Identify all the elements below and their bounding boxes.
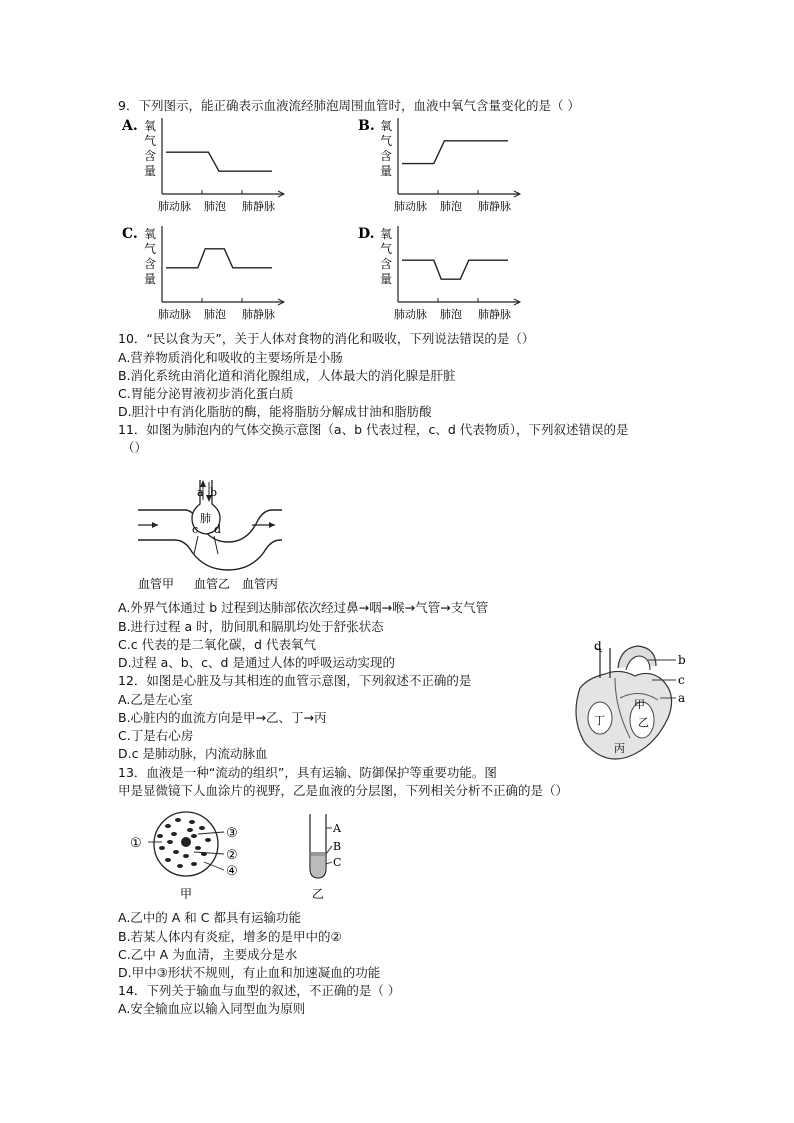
blood-label-2: ② — [226, 848, 238, 863]
q13-option-b: B.若某人体内有炎症，增多的是甲中的② — [118, 929, 342, 944]
tube-label-b: B — [333, 840, 342, 853]
blood-figure — [128, 806, 368, 906]
q12-option-d: D.c 是肺动脉，内流动脉血 — [118, 746, 268, 761]
heart-label-b: b — [678, 653, 686, 667]
y-axis-char: 含 — [144, 149, 157, 163]
q11-option-d: D.过程 a、b、c、d 是通过人体的呼吸运动实现的 — [118, 655, 395, 670]
blood-cell — [177, 864, 183, 868]
blood-cell — [165, 858, 171, 862]
y-axis-char: 氧 — [380, 119, 393, 133]
q10-stem: 10．“民以食为天”，关于人体对食物的消化和吸收，下列说法错误的是（） — [118, 331, 535, 346]
y-axis-char: 氧 — [144, 119, 157, 133]
label-vessel-yi: 血管乙 — [194, 577, 231, 591]
x-tick-label: 肺泡 — [440, 200, 462, 213]
heart-label-yi: 乙 — [638, 716, 649, 729]
caption-yi: 乙 — [312, 887, 325, 901]
oxygen-line — [402, 141, 508, 164]
tube-label-a: A — [333, 822, 341, 835]
y-axis-char: 量 — [380, 164, 393, 178]
label-vessel-jia: 血管甲 — [138, 577, 175, 591]
x-tick-label: 肺动脉 — [158, 308, 191, 321]
blood-cell — [189, 820, 195, 824]
label-a: a — [197, 486, 204, 499]
heart-label-c: c — [678, 673, 685, 687]
q13-option-d: D.甲中③形状不规则，有止血和加速凝血的功能 — [118, 965, 381, 980]
q13-stem: 13．血液是一种“流动的组织”，具有运输、防御保护等重要功能。图 — [118, 765, 497, 780]
heart-label-a: a — [678, 691, 686, 705]
q12-option-b: B.心脏内的血流方向是甲→乙、丁→丙 — [118, 710, 327, 725]
blood-cell — [205, 838, 211, 842]
x-tick-label: 肺泡 — [440, 308, 462, 321]
x-tick-label: 肺静脉 — [242, 200, 275, 213]
blood-label-4: ④ — [226, 864, 238, 879]
y-axis-char: 含 — [380, 149, 393, 163]
caption-jia: 甲 — [180, 887, 193, 901]
q10-option-c: C.胃能分泌胃液初步消化蛋白质 — [118, 386, 294, 401]
alveolus-gas-exchange-figure — [130, 470, 290, 595]
blood-cell — [167, 840, 173, 844]
blood-label-3: ③ — [226, 826, 238, 841]
chart-c — [122, 226, 284, 321]
y-axis-char: 气 — [380, 242, 393, 256]
y-axis-char: 量 — [144, 164, 157, 178]
label-alveolus: 肺 — [200, 512, 211, 525]
q12-option-c: C.丁是右心房 — [118, 728, 194, 743]
q11-option-c: C.c 代表的是二氧化碳，d 代表氧气 — [118, 637, 316, 652]
label-c: c — [192, 523, 199, 536]
oxygen-line — [166, 249, 272, 268]
blood-cell — [171, 832, 177, 836]
q11-stem: 11．如图为肺泡内的气体交换示意图（a、b 代表过程，c、d 代表物质），下列叙述错误的是 — [118, 422, 629, 437]
chart-a — [121, 118, 284, 213]
label-d: d — [214, 523, 222, 536]
blood-cell — [165, 824, 171, 828]
q13-stem-2: 甲是显微镜下人血涂片的视野，乙是血液的分层图，下列相关分析不正确的是（） — [118, 783, 569, 798]
q12-option-a: A.乙是左心室 — [118, 692, 193, 707]
heart-label-ding: 丁 — [594, 714, 605, 727]
x-tick-label: 肺泡 — [204, 200, 226, 213]
y-axis-char: 气 — [144, 134, 157, 148]
blood-label-1: ① — [130, 836, 142, 851]
x-tick-label: 肺动脉 — [394, 200, 427, 213]
x-tick-label: 肺动脉 — [158, 200, 191, 213]
chart-b — [358, 118, 520, 213]
tube-label-c: C — [333, 856, 342, 869]
q11-stem-paren: （） — [122, 440, 148, 455]
x-tick-label: 肺动脉 — [394, 308, 427, 321]
x-tick-label: 肺静脉 — [478, 200, 511, 213]
q14-option-a: A.安全输血应以输入同型血为原则 — [118, 1001, 306, 1016]
x-tick-label: 肺泡 — [204, 308, 226, 321]
y-axis-char: 含 — [144, 257, 157, 271]
y-axis-char: 量 — [380, 272, 393, 286]
blood-cell — [159, 846, 165, 850]
heart-label-jia: 甲 — [634, 698, 645, 711]
blood-cell — [157, 834, 163, 838]
y-axis-char: 氧 — [380, 227, 393, 241]
q12-stem: 12．如图是心脏及与其相连的血管示意图，下列叙述不正确的是 — [118, 673, 472, 688]
x-tick-label: 肺静脉 — [478, 308, 511, 321]
y-axis-char: 气 — [380, 134, 393, 148]
chart-letter: C. — [122, 226, 138, 242]
q13-option-c: C.乙中 A 为血清，主要成分是水 — [118, 947, 298, 962]
oxygen-line — [402, 260, 508, 279]
chart-d — [358, 226, 520, 321]
y-axis-char: 氧 — [144, 227, 157, 241]
q13-option-a: A.乙中的 A 和 C 都具有运输功能 — [118, 910, 301, 925]
chart-letter: D. — [358, 226, 375, 242]
q14-stem: 14．下列关于输血与血型的叙述，不正确的是（ ） — [118, 983, 401, 998]
q10-option-b: B.消化系统由消化道和消化腺组成，人体最大的消化腺是肝脏 — [118, 368, 456, 383]
q10-option-d: D.胆汁中有消化脂肪的酶，能将脂肪分解成甘油和脂肪酸 — [118, 404, 432, 419]
blood-cell — [191, 834, 197, 838]
blood-cell — [195, 846, 201, 850]
heart-label-bing: 丙 — [614, 742, 625, 755]
label-b: b — [210, 486, 218, 499]
oxygen-line — [166, 152, 272, 171]
heart-label-d: d — [594, 639, 602, 653]
q11-option-a: A.外界气体通过 b 过程到达肺部依次经过鼻→咽→喉→气管→支气管 — [118, 600, 489, 615]
q11-option-b: B.进行过程 a 时，肋间肌和膈肌均处于舒张状态 — [118, 619, 384, 634]
chart-letter: B. — [358, 118, 375, 134]
y-axis-char: 气 — [144, 242, 157, 256]
blood-cell — [183, 854, 189, 858]
blood-cell — [199, 826, 205, 830]
x-tick-label: 肺静脉 — [242, 308, 275, 321]
q10-option-a: A.营养物质消化和吸收的主要场所是小肠 — [118, 350, 343, 365]
heart-figure — [560, 638, 690, 768]
blood-cell — [173, 850, 179, 854]
blood-cell — [175, 818, 181, 822]
blood-cell — [187, 828, 193, 832]
blood-cell — [191, 862, 197, 866]
y-axis-char: 含 — [380, 257, 393, 271]
chart-letter: A. — [122, 118, 138, 134]
q9-charts-figure — [118, 114, 538, 324]
q9-stem: 9．下列图示，能正确表示血液流经肺泡周围血管时，血液中氧气含量变化的是（ ） — [118, 98, 580, 113]
label-vessel-bing: 血管丙 — [242, 577, 279, 591]
y-axis-char: 量 — [144, 272, 157, 286]
